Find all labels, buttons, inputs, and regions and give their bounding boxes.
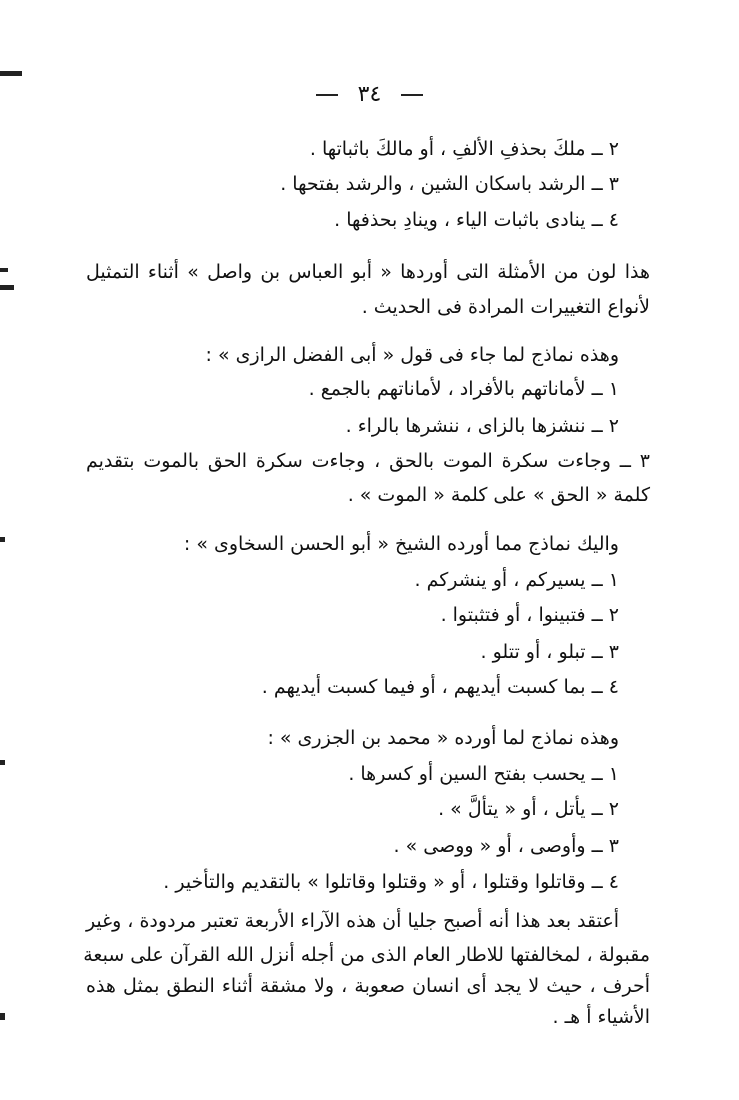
text-line: ١ ــ يحسب بفتح السين أو كسرها . [348, 763, 619, 785]
section-intro: وهذه نماذج لما جاء فى قول « أبى الفضل الرازى » : [205, 344, 619, 366]
page-number-dash-left [316, 94, 338, 96]
text-line: ٣ ــ وأوصى ، أو « ووصى » . [393, 835, 619, 857]
scan-edge-mark [0, 760, 5, 765]
text-line: ٢ ــ ملكَ بحذفِ الألفِ ، أو مالكَ باثباتها . [309, 138, 619, 160]
scan-edge-mark [0, 537, 5, 542]
paragraph-line: الأشياء أ هـ . [552, 1006, 650, 1028]
scan-edge-mark [0, 1013, 5, 1020]
scan-edge-mark [0, 71, 22, 76]
text-line: ٢ ــ يأتل ، أو « يتألَّ » . [438, 798, 619, 820]
page-number-value: ٣٤ [357, 82, 382, 107]
text-line: كلمة « الحق » على كلمة « الموت » . [347, 484, 650, 506]
page-number-dash-right [401, 94, 423, 96]
text-line: ٣ ــ تبلو ، أو تتلو . [480, 641, 619, 663]
text-line: ١ ــ لأماناتهم بالأفراد ، لأماناتهم بالجمع . [308, 378, 619, 400]
section-intro: وهذه نماذج لما أورده « محمد بن الجزرى » : [267, 727, 619, 749]
text-line: ٣ ــ وجاءت سكرة الموت بالحق ، وجاءت سكرة الحق بالموت بتقديم [86, 450, 650, 472]
text-line: ٣ ــ الرشد باسكان الشين ، والرشد بفتحها . [280, 173, 619, 195]
text-line: ٤ ــ بما كسبت أيديهم ، أو فيما كسبت أيديهم . [261, 676, 619, 698]
text-line: ٢ ــ ننشزها بالزاى ، ننشرها بالراء . [345, 415, 619, 437]
text-line: ٤ ــ ينادى باثبات الياء ، وينادِ بحذفها . [334, 209, 619, 231]
scan-edge-mark [0, 285, 14, 290]
page-number [0, 82, 739, 107]
paragraph-line: لأنواع التغييرات المرادة فى الحديث . [361, 296, 650, 318]
text-line: ٤ ــ وقاتلوا وقتلوا ، أو « وقتلوا وقاتلوا » بالتقديم والتأخير . [163, 871, 619, 893]
paragraph-line: هذا لون من الأمثلة التى أوردها « أبو العباس بن واصل » أثناء التمثيل [86, 261, 650, 283]
paragraph-line: أعتقد بعد هذا أنه أصبح جليا أن هذه الآراء الأربعة تعتبر مردودة ، وغير [85, 910, 619, 932]
section-intro: واليك نماذج مما أورده الشيخ « أبو الحسن السخاوى » : [183, 533, 619, 555]
text-line: ٢ ــ فتبينوا ، أو فتثبتوا . [440, 604, 619, 626]
scan-edge-mark [0, 268, 8, 272]
paragraph-line: مقبولة ، لمخالفتها للاطار العام الذى من أجله أنزل الله القرآن على سبعة [83, 944, 650, 966]
text-line: ١ ــ يسيركم ، أو ينشركم . [414, 569, 619, 591]
paragraph-line: أحرف ، حيث لا يجد أى انسان صعوبة ، ولا مشقة أثناء النطق بمثل هذه [86, 975, 650, 997]
